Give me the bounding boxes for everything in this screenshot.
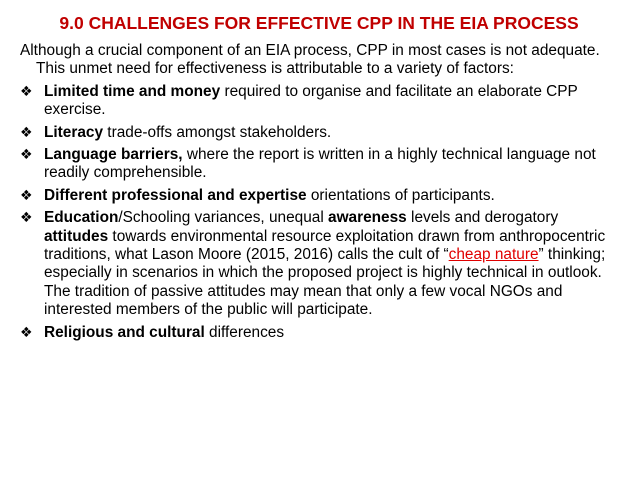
- slide-title: 9.0 CHALLENGES FOR EFFECTIVE CPP IN THE EIA PROCESS: [59, 13, 579, 33]
- item-text: where the report is written in a highly technical language not readily comprehensible.: [44, 146, 596, 182]
- list-item: [20, 187, 624, 205]
- item-bold: Different professional and expertise: [44, 186, 307, 204]
- item-bold: Limited time and money: [44, 82, 221, 100]
- item-text: towards environmental resource exploitation drawn from anthropocentric traditions, what Lason Moore (2015, 2016) calls the cult of “: [44, 227, 606, 264]
- list-item: [20, 209, 624, 319]
- item-text: ” thinking; especially in scenarios in which the proposed project is highly technical in outlook. The tradition of passive attitudes may mean that only a few vocal NGOs and interested members of the public will participate.: [44, 246, 606, 319]
- list-item: [20, 324, 624, 342]
- diamond-bullet-icon: ❖: [20, 187, 33, 204]
- intro-paragraph: Although a crucial component of an EIA process, CPP in most cases is not adequate. This unmet need for effectiveness is attributable to a variety of factors:: [20, 42, 600, 78]
- diamond-bullet-icon: ❖: [20, 210, 33, 227]
- diamond-bullet-icon: ❖: [20, 83, 33, 100]
- diamond-bullet-icon: ❖: [20, 124, 33, 141]
- list-item: [20, 83, 624, 120]
- item-text: differences: [204, 323, 285, 341]
- item-text: trade-offs amongst stakeholders.: [103, 123, 332, 141]
- list-item: [20, 146, 624, 183]
- item-bold: Literacy: [44, 123, 104, 141]
- item-bold-attitudes: attitudes: [44, 227, 109, 245]
- item-text: required to organise and facilitate an elaborate CPP exercise.: [44, 82, 578, 119]
- cheap-nature-link[interactable]: cheap nature: [448, 246, 539, 264]
- item-bold: Education: [44, 209, 119, 227]
- list-item: [20, 124, 624, 142]
- item-text: orientations of participants.: [306, 186, 495, 204]
- diamond-bullet-icon: ❖: [20, 324, 33, 341]
- slide-body: [20, 42, 624, 346]
- item-text: /Schooling variances, unequal: [118, 209, 329, 227]
- item-text: levels and derogatory: [406, 209, 559, 227]
- item-bold: Language barriers,: [44, 146, 183, 164]
- item-bold: Religious and cultural: [44, 323, 205, 341]
- item-bold-awareness: awareness: [328, 209, 407, 227]
- diamond-bullet-icon: ❖: [20, 147, 33, 164]
